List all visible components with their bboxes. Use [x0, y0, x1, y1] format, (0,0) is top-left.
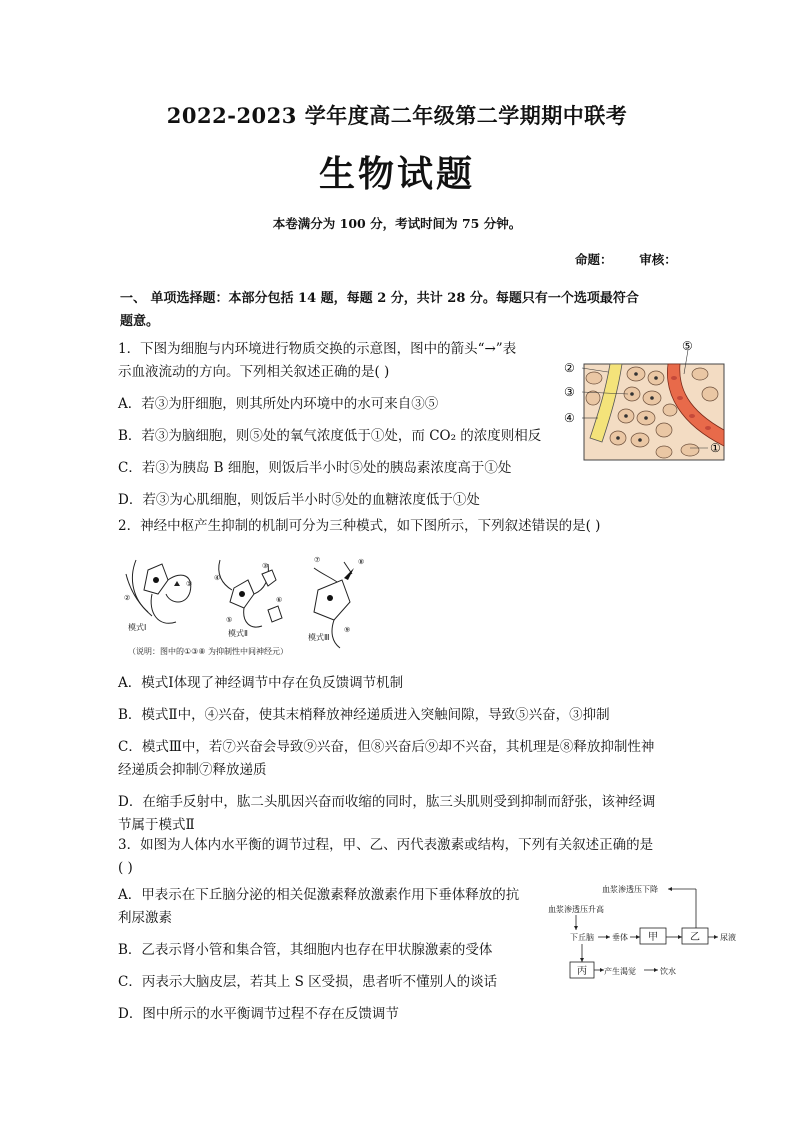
q2-option-a: A．模式Ⅰ体现了神经调节中存在负反馈调节机制	[118, 675, 404, 691]
q1-tissue-figure	[560, 338, 730, 466]
question-1	[118, 338, 541, 512]
q3-flow-diagram	[546, 880, 746, 990]
q1-label-3: ③	[564, 385, 575, 399]
question-3-options	[118, 884, 519, 1026]
q2-mode-1-label: 模式Ⅰ	[128, 623, 147, 632]
q3-option-a-line-2: 利尿激素	[118, 910, 172, 926]
q2-option-d-line-2: 节属于模式Ⅱ	[118, 817, 195, 833]
q1-option-c: C．若③为胰岛 B 细胞，则饭后半小时⑤处的胰岛素浓度高于①处	[118, 460, 512, 476]
reviewer-label: 审核：	[639, 252, 677, 267]
q1-option-b: B．若③为脑细胞，则⑤处的氧气浓度低于①处，而 CO₂ 的浓度则相反	[118, 428, 542, 444]
q3-fig-pituitary: 垂体	[612, 933, 628, 942]
q3-fig-yi: 乙	[690, 932, 700, 943]
q3-fig-up: 血浆渗透压升高	[548, 905, 604, 914]
q3-fig-drink: 饮水	[660, 967, 676, 976]
q2-num-7: ⑦	[314, 556, 321, 564]
q2-num-9: ⑨	[344, 626, 351, 634]
subject-title: 生物试题	[318, 153, 475, 195]
q3-option-b: B．乙表示肾小管和集合管，其细胞内也存在甲状腺激素的受体	[118, 942, 493, 958]
section-heading	[120, 287, 680, 333]
q1-label-4: ④	[564, 411, 575, 425]
q3-stem-line-2: ( )	[118, 860, 133, 876]
q2-mode-2-label: 模式Ⅱ	[228, 629, 248, 638]
exam-note: 本卷满分为 100 分，考试时间为 75 分钟。	[272, 216, 522, 231]
q3-option-d: D．图中所示的水平衡调节过程不存在反馈调节	[118, 1006, 399, 1022]
question-3-stem	[118, 834, 653, 880]
q2-neuron-figure	[118, 550, 378, 660]
q2-option-c-line-2: 经递质会抑制⑦释放递质	[118, 762, 267, 778]
q3-fig-hypothalamus: 下丘脑	[570, 933, 594, 942]
q3-fig-thirst: 产生渴觉	[604, 967, 636, 976]
q2-num-4: ④	[214, 574, 221, 582]
q3-fig-bing: 丙	[577, 966, 587, 977]
q1-stem-line-1: 1．下图为细胞与内环境进行物质交换的示意图，图中的箭头“→”表	[118, 341, 517, 357]
q3-stem-line-1: 3．如图为人体内水平衡的调节过程，甲、乙、丙代表激素或结构，下列有关叙述正确的是	[118, 837, 654, 853]
q2-num-6: ⑥	[276, 596, 283, 604]
author-line	[575, 250, 677, 268]
q2-num-3: ③	[262, 562, 269, 570]
q3-option-a-line-1: A．甲表示在下丘脑分泌的相关促激素释放激素作用下垂体释放的抗	[118, 887, 520, 903]
exam-title: 2022-2023 学年度高二年级第二学期期中联考	[166, 103, 628, 128]
q1-option-d: D．若③为心肌细胞，则饭后半小时⑤处的血糖浓度低于①处	[118, 492, 480, 508]
q2-num-2: ②	[124, 594, 131, 602]
q2-num-8: ⑧	[358, 558, 365, 566]
q1-label-1: ①	[710, 441, 721, 455]
q1-option-a: A．若③为肝细胞，则其所处内环境中的水可来自③⑤	[118, 396, 439, 412]
q3-option-c: C．丙表示大脑皮层，若其上 S 区受损，患者听不懂别人的谈话	[118, 974, 498, 990]
q2-mode-3-label: 模式Ⅲ	[308, 633, 330, 642]
q1-label-5: ⑤	[682, 339, 693, 353]
q1-label-2: ②	[564, 361, 575, 375]
q2-figure-caption: （说明：图中的①③⑧ 为抑制性中间神经元）	[128, 647, 289, 656]
q2-num-1: ①	[186, 580, 193, 588]
q3-fig-urine: 尿液	[720, 933, 736, 942]
q2-num-5: ⑤	[226, 616, 233, 624]
author-label: 命题：	[575, 252, 613, 267]
question-2-stem: 2．神经中枢产生抑制的机制可分为三种模式，如下图所示，下列叙述错误的是( )	[118, 518, 601, 534]
section-line-1: 一、 单项选择题：本部分包括 14 题，每题 2 分，共计 28 分。每题只有一个选项最符合	[120, 291, 639, 306]
q3-fig-down: 血浆渗透压下降	[602, 885, 658, 894]
q2-option-b: B．模式Ⅱ中，④兴奋，使其末梢释放神经递质进入突触间隙，导致⑤兴奋，③抑制	[118, 707, 610, 723]
question-2-options	[118, 672, 655, 837]
q1-stem-line-2: 示血液流动的方向。下列相关叙述正确的是( )	[118, 364, 390, 380]
q2-option-d-line-1: D．在缩手反射中，肱二头肌因兴奋而收缩的同时，肱三头肌则受到抑制而舒张，该神经调	[118, 794, 656, 810]
section-line-2: 题意。	[120, 314, 160, 329]
q2-option-c-line-1: C．模式Ⅲ中，若⑦兴奋会导致⑨兴奋，但⑧兴奋后⑨却不兴奋，其机理是⑧释放抑制性神	[118, 739, 655, 755]
q3-fig-jia: 甲	[648, 932, 658, 943]
